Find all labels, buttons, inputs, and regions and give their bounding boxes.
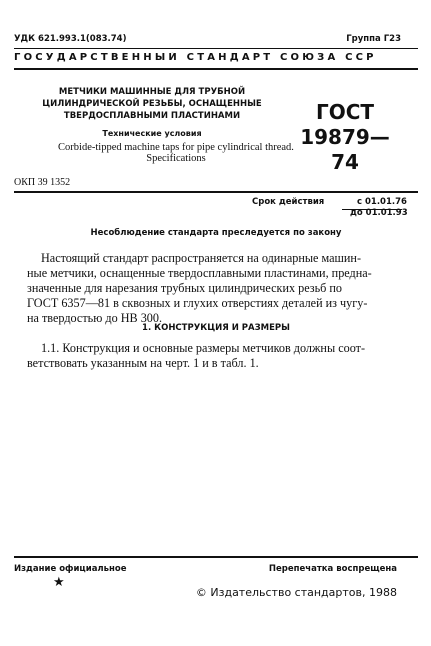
banner-rule	[14, 68, 418, 70]
intro-line-5: на твердостью до НВ 300.	[27, 311, 163, 325]
header-rule	[14, 191, 418, 193]
section-line-2: ветствовать указанным на черт. 1 и в табл. 1.	[27, 356, 259, 370]
standard-banner: ГОСУДАРСТВЕННЫЙ СТАНДАРТ СОЮЗА ССР	[14, 52, 377, 63]
section-paragraph	[27, 341, 403, 371]
intro-line-4: ГОСТ 6357—81 в сквозных и глухих отверстиях деталей из чугу-	[27, 296, 368, 310]
intro-line-3: значенные для нарезания трубных цилиндрических резьб по	[27, 281, 343, 295]
russian-title	[36, 86, 268, 122]
intro-line-2: ные метчики, оснащенные твердосплавными пластинами, предна-	[27, 266, 372, 280]
reprint-notice: Перепечатка воспрещена	[268, 564, 397, 574]
official-edition: Издание официальное	[14, 564, 127, 574]
validity-label: Срок действия	[252, 197, 325, 207]
english-title	[36, 142, 316, 164]
footer-rule	[14, 556, 418, 558]
legal-warning: Несоблюдение стандарта преследуется по закону	[90, 228, 342, 238]
section-line-1: 1.1. Конструкция и основные размеры метчиков должны соот-	[41, 341, 366, 355]
intro-paragraph	[27, 251, 403, 326]
validity-from: с 01.01.76	[357, 197, 407, 207]
title-line-3: ТВЕРДОСПЛАВНЫМИ ПЛАСТИНАМИ	[63, 111, 241, 121]
english-title-line-2: Specifications	[146, 153, 206, 164]
star-icon: ★	[53, 574, 65, 589]
intro-line-1: Настоящий стандарт распространяется на одинарные машин-	[41, 251, 362, 265]
english-title-line-1: Corbide-tipped machine taps for pipe cylindrical thread.	[58, 142, 294, 153]
okp-code: ОКП 39 1352	[14, 177, 71, 188]
subtitle: Технические условия	[102, 129, 202, 138]
section-heading: 1. КОНСТРУКЦИЯ И РАЗМЕРЫ	[142, 323, 290, 333]
group-code: Группа Г23	[346, 34, 401, 44]
udk-code: УДК 621.993.1(083.74)	[14, 34, 127, 44]
title-line-1: МЕТЧИКИ МАШИННЫЕ ДЛЯ ТРУБНОЙ	[58, 87, 246, 97]
copyright: © Издательство стандартов, 1988	[195, 586, 397, 599]
top-rule	[14, 48, 418, 49]
gost-label: ГОСТ	[315, 100, 375, 124]
validity-to: до 01.01.93	[350, 208, 408, 218]
gost-designation	[300, 100, 390, 175]
gost-number: 19879—74	[300, 125, 390, 174]
title-line-2: ЦИЛИНДРИЧЕСКОЙ РЕЗЬБЫ, ОСНАЩЕННЫЕ	[42, 99, 262, 109]
